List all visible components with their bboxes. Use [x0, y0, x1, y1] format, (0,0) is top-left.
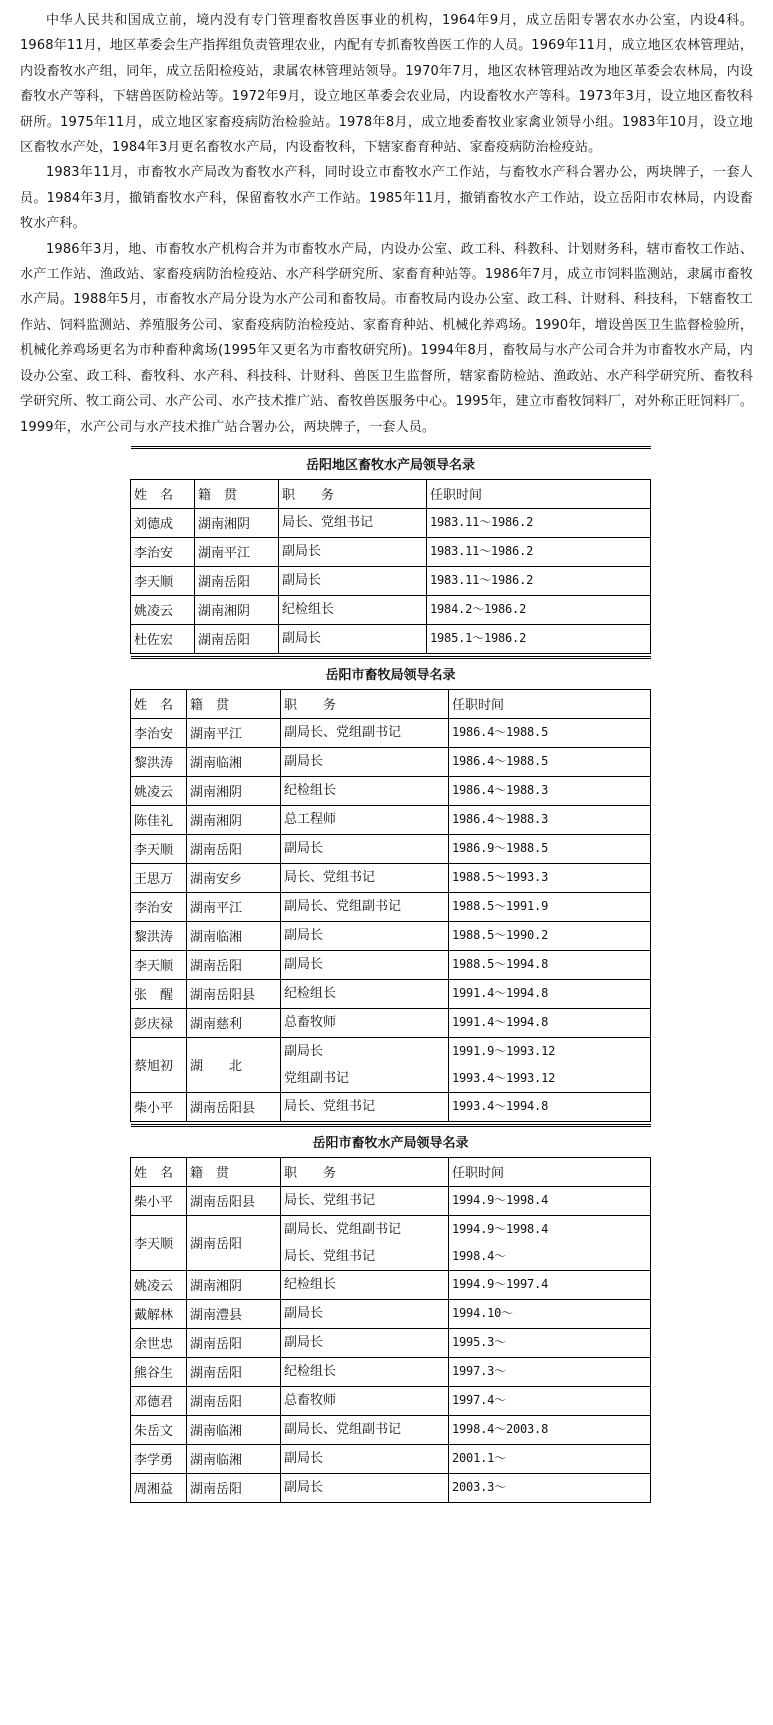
leader-origin: 湖南湘阴 [187, 805, 281, 834]
period-line: 1985.1～1986.2 [430, 631, 527, 646]
term-period [427, 566, 651, 595]
leader-origin: 湖南平江 [187, 718, 281, 747]
term-period [427, 595, 651, 624]
leader-name: 周湘益 [131, 1473, 187, 1502]
term-period [449, 1215, 651, 1270]
leader-origin: 湖 北 [187, 1037, 281, 1092]
leader-origin: 湖南平江 [195, 537, 279, 566]
post-line: 局长、党组书记 [284, 1193, 376, 1209]
leader-post [281, 1328, 449, 1357]
post-line: 副局长 [284, 1451, 324, 1467]
term-period [449, 1386, 651, 1415]
leader-name: 李天顺 [131, 1215, 187, 1270]
period-line: 1986.4～1988.3 [452, 812, 549, 827]
leader-name: 戴解林 [131, 1299, 187, 1328]
period-line: 1998.4～2003.8 [452, 1422, 549, 1437]
leader-post [281, 979, 449, 1008]
leader-origin: 湖南岳阳县 [187, 1092, 281, 1121]
post-line: 副局长、党组副书记 [284, 899, 402, 915]
leader-table [130, 656, 651, 1122]
period-line: 1994.9～1997.4 [452, 1277, 549, 1292]
leader-post [281, 805, 449, 834]
leader-origin: 湖南岳阳 [187, 1328, 281, 1357]
post-line: 总工程师 [284, 812, 337, 828]
term-period [449, 1186, 651, 1215]
leader-name: 李治安 [131, 718, 187, 747]
leader-origin: 湖南慈利 [187, 1008, 281, 1037]
leader-origin: 湖南岳阳 [187, 834, 281, 863]
table-row [131, 718, 651, 747]
period-line: 1998.4～ [452, 1248, 506, 1263]
table-row [131, 1299, 651, 1328]
table-row [131, 1386, 651, 1415]
leader-post [281, 950, 449, 979]
leader-post [279, 624, 427, 653]
post-line: 副局长 [284, 1043, 324, 1059]
period-line: 2003.3～ [452, 1480, 506, 1495]
table-row [131, 1270, 651, 1299]
term-period [449, 718, 651, 747]
leader-table [130, 1124, 651, 1503]
term-period [449, 1092, 651, 1121]
period-line: 1994.9～1998.4 [452, 1193, 549, 1208]
table-row [131, 508, 651, 537]
term-period [427, 537, 651, 566]
period-line: 1986.4～1988.5 [452, 725, 549, 740]
leader-origin: 湖南临湘 [187, 1444, 281, 1473]
leader-origin: 湖南岳阳 [187, 1473, 281, 1502]
table-row [131, 1328, 651, 1357]
table-row [131, 950, 651, 979]
period-line: 1995.3～ [452, 1335, 506, 1350]
term-period [449, 747, 651, 776]
post-line: 副局长 [284, 1306, 324, 1322]
table-row [131, 566, 651, 595]
table-row [131, 834, 651, 863]
leader-name: 朱岳文 [131, 1415, 187, 1444]
leader-origin: 湖南临湘 [187, 921, 281, 950]
post-line: 副局长 [282, 573, 322, 589]
post-line: 副局长 [284, 754, 324, 770]
term-period [449, 1328, 651, 1357]
leader-name: 陈佳礼 [131, 805, 187, 834]
post-line: 总畜牧师 [284, 1393, 337, 1409]
table-row [131, 805, 651, 834]
term-period [449, 950, 651, 979]
leader-name: 余世忠 [131, 1328, 187, 1357]
post-line: 副局长 [284, 1335, 324, 1351]
period-line: 1994.9～1998.4 [452, 1221, 549, 1236]
table-row [131, 595, 651, 624]
term-period [449, 1473, 651, 1502]
table-row [131, 1444, 651, 1473]
term-period [449, 863, 651, 892]
term-period [449, 1270, 651, 1299]
term-period [449, 921, 651, 950]
leader-post [281, 1415, 449, 1444]
period-line: 1986.4～1988.5 [452, 754, 549, 769]
leader-name: 邓德君 [131, 1386, 187, 1415]
column-header: 姓 名 [131, 689, 187, 718]
leader-origin: 湖南岳阳 [187, 1357, 281, 1386]
leader-origin: 湖南岳阳县 [187, 979, 281, 1008]
period-line: 1991.4～1994.8 [452, 986, 549, 1001]
leader-post [279, 595, 427, 624]
post-line: 总畜牧师 [284, 1015, 337, 1031]
table-row [131, 776, 651, 805]
leader-origin: 湖南岳阳 [195, 566, 279, 595]
table-title: 岳阳市畜牧局领导名录 [131, 657, 651, 689]
post-line: 纪检组长 [284, 1364, 337, 1380]
column-header: 籍 贯 [187, 689, 281, 718]
table-row [131, 1037, 651, 1092]
leader-name: 杜佐宏 [131, 624, 195, 653]
post-line: 副局长、党组副书记 [284, 725, 402, 741]
period-line: 1997.3～ [452, 1364, 506, 1379]
post-line: 副局长、党组副书记 [284, 1422, 402, 1438]
leader-name: 李天顺 [131, 950, 187, 979]
leader-origin: 湖南岳阳县 [187, 1186, 281, 1215]
post-line: 副局长、党组副书记 [284, 1221, 402, 1237]
period-line: 1997.4～ [452, 1393, 506, 1408]
leader-origin: 湖南湘阴 [195, 508, 279, 537]
term-period [449, 776, 651, 805]
leader-name: 黎洪涛 [131, 747, 187, 776]
post-line: 副局长 [284, 841, 324, 857]
column-header: 职 务 [279, 479, 427, 508]
period-line: 1986.4～1988.3 [452, 783, 549, 798]
leader-post [281, 1357, 449, 1386]
leader-post [281, 776, 449, 805]
term-period [449, 1415, 651, 1444]
intro-paragraph-1: 中华人民共和国成立前，境内没有专门管理畜牧兽医事业的机构，1964年9月，成立岳阳专署农水办公室，内设4科。1968年11月，地区革委会生产指挥组负责管理农业，内配有专抓畜牧兽医工作的人员。1969年11月，成立地区农林管理站，内设畜牧水产组，同年，成立岳阳检疫站，隶属农林管理站领导。1970年7月，地区农林管理站改为地区革委会农林局，内设畜牧水产等科，下辖兽医防检站等。1972年9月，设立地区革委会农业局，内设畜牧水产等科。1973年3月，设立地区畜牧科研所。1975年11月，成立地区家畜疫病防治检验站。1978年8月，成立地委畜牧业家禽业领导小组。1983年10月，设立地区畜牧水产处，1984年3月更名畜牧水产局，内设畜牧科，下辖家畜育种站、家畜疫病防治检疫站。 [20, 13, 753, 156]
table-row [131, 863, 651, 892]
table-row [131, 1415, 651, 1444]
leader-origin: 湖南岳阳 [195, 624, 279, 653]
post-line: 纪检组长 [284, 783, 337, 799]
period-line: 1984.2～1986.2 [430, 602, 527, 617]
period-line: 1993.4～1994.8 [452, 1099, 549, 1114]
post-line: 副局长 [284, 928, 324, 944]
post-line: 副局长 [284, 957, 324, 973]
post-line: 局长、党组书记 [284, 870, 376, 886]
leader-origin: 湖南岳阳 [187, 1386, 281, 1415]
leader-post [281, 1092, 449, 1121]
term-period [449, 834, 651, 863]
period-line: 1993.4～1993.12 [452, 1070, 556, 1085]
table-row [131, 921, 651, 950]
column-header: 籍 贯 [187, 1157, 281, 1186]
post-line: 局长、党组书记 [284, 1248, 376, 1264]
leader-name: 柴小平 [131, 1186, 187, 1215]
period-line: 1983.11～1986.2 [430, 573, 534, 588]
leader-origin: 湖南平江 [187, 892, 281, 921]
leader-post [281, 718, 449, 747]
post-line: 纪检组长 [284, 986, 337, 1002]
leader-name: 李治安 [131, 537, 195, 566]
leader-origin: 湖南澧县 [187, 1299, 281, 1328]
leader-origin: 湖南临湘 [187, 1415, 281, 1444]
period-line: 2001.1～ [452, 1451, 506, 1466]
period-line: 1988.5～1993.3 [452, 870, 549, 885]
column-header: 任职时间 [427, 479, 651, 508]
table-title: 岳阳地区畜牧水产局领导名录 [131, 447, 651, 479]
leader-post [281, 1299, 449, 1328]
term-period [427, 624, 651, 653]
leader-origin: 湖南岳阳 [187, 950, 281, 979]
period-line: 1991.4～1994.8 [452, 1015, 549, 1030]
period-line: 1986.9～1988.5 [452, 841, 549, 856]
table-row [131, 1357, 651, 1386]
leader-post [279, 508, 427, 537]
post-line: 党组副书记 [284, 1070, 350, 1086]
post-line: 局长、党组书记 [282, 515, 374, 531]
column-header: 姓 名 [131, 1157, 187, 1186]
post-line: 纪检组长 [282, 602, 335, 618]
period-line: 1988.5～1994.8 [452, 957, 549, 972]
leader-post [281, 1186, 449, 1215]
leader-post [281, 1473, 449, 1502]
table-row [131, 892, 651, 921]
column-header: 职 务 [281, 1157, 449, 1186]
post-line: 局长、党组书记 [284, 1099, 376, 1115]
leader-name: 熊谷生 [131, 1357, 187, 1386]
column-header: 职 务 [281, 689, 449, 718]
table-row [131, 1186, 651, 1215]
leader-origin: 湖南安乡 [187, 863, 281, 892]
term-period [449, 805, 651, 834]
leader-name: 李天顺 [131, 566, 195, 595]
leader-post [281, 834, 449, 863]
period-line: 1988.5～1991.9 [452, 899, 549, 914]
term-period [449, 1008, 651, 1037]
leader-post [281, 1215, 449, 1270]
leader-name: 姚凌云 [131, 595, 195, 624]
post-line: 副局长 [282, 631, 322, 647]
leader-name: 姚凌云 [131, 776, 187, 805]
period-line: 1983.11～1986.2 [430, 515, 534, 530]
period-line: 1994.10～ [452, 1306, 513, 1321]
table-row [131, 747, 651, 776]
leader-name: 刘德成 [131, 508, 195, 537]
column-header: 姓 名 [131, 479, 195, 508]
term-period [449, 1444, 651, 1473]
leader-name: 蔡旭初 [131, 1037, 187, 1092]
period-line: 1988.5～1990.2 [452, 928, 549, 943]
table-row [131, 1008, 651, 1037]
leader-origin: 湖南湘阴 [187, 776, 281, 805]
leader-post [281, 1386, 449, 1415]
leader-post [279, 537, 427, 566]
leader-origin: 湖南临湘 [187, 747, 281, 776]
leader-name: 李学勇 [131, 1444, 187, 1473]
table-row [131, 624, 651, 653]
leader-post [281, 1270, 449, 1299]
leader-name: 李天顺 [131, 834, 187, 863]
leader-name: 黎洪涛 [131, 921, 187, 950]
term-period [449, 892, 651, 921]
leader-name: 张 醒 [131, 979, 187, 1008]
leader-origin: 湖南岳阳 [187, 1215, 281, 1270]
leader-post [281, 1008, 449, 1037]
leader-post [281, 863, 449, 892]
table-row [131, 537, 651, 566]
period-line: 1991.9～1993.12 [452, 1043, 556, 1058]
leader-name: 李治安 [131, 892, 187, 921]
table-row [131, 1473, 651, 1502]
leader-name: 姚凌云 [131, 1270, 187, 1299]
period-line: 1983.11～1986.2 [430, 544, 534, 559]
leader-post [281, 892, 449, 921]
term-period [449, 1357, 651, 1386]
post-line: 副局长 [282, 544, 322, 560]
leader-post [279, 566, 427, 595]
term-period [427, 508, 651, 537]
intro-paragraph-3: 1986年3月，地、市畜牧水产机构合并为市畜牧水产局，内设办公室、政工科、科教科、计划财务科，辖市畜牧工作站、水产工作站、渔政站、家畜疫病防治检疫站、水产科学研究所、家畜育种站等。1986年7月，成立市饲料监测站，隶属市畜牧水产局。1988年5月，市畜牧水产局分设为水产公司和畜牧局。市畜牧局内设办公室、政工科、计财科、科技科，下辖畜牧工作站、饲料监测站、养殖服务公司、家畜疫病防治检疫站、家畜育种站、机械化养鸡场。1990年，增设兽医卫生监督检验所，机械化养鸡场更名为市种畜种禽场(1995年又更名为市畜牧研究所)。1994年8月，畜牧局与水产公司合并为市畜牧水产局，内设办公室、政工科、畜牧科、水产科、科技科、计财科、兽医卫生监督所，辖家畜防检站、渔政站、水产科学研究所、畜牧科学研究所、牧工商公司、水产公司、水产技术推广站、畜牧兽医服务中心。1995年，建立市畜牧饲料厂，对外称正旺饲料厂。1999年，水产公司与水产技术推广站合署办公，两块牌子，一套人员。 [20, 241, 753, 435]
table-row [131, 979, 651, 1008]
term-period [449, 1299, 651, 1328]
leader-post [281, 747, 449, 776]
leader-origin: 湖南湘阴 [195, 595, 279, 624]
leader-name: 王思万 [131, 863, 187, 892]
column-header: 任职时间 [449, 1157, 651, 1186]
leader-tables [130, 446, 650, 1503]
leader-origin: 湖南湘阴 [187, 1270, 281, 1299]
post-line: 副局长 [284, 1480, 324, 1496]
column-header: 籍 贯 [195, 479, 279, 508]
term-period [449, 1037, 651, 1092]
leader-name: 彭庆禄 [131, 1008, 187, 1037]
leader-post [281, 921, 449, 950]
leader-table [130, 446, 651, 654]
leader-post [281, 1444, 449, 1473]
term-period [449, 979, 651, 1008]
table-row [131, 1215, 651, 1270]
intro-paragraph-2: 1983年11月，市畜牧水产局改为畜牧水产科，同时设立市畜牧水产工作站，与畜牧水产科合署办公，两块牌子，一套人员。1984年3月，撤销畜牧水产科，保留畜牧水产工作站。1985年11月，撤销畜牧水产工作站，设立岳阳市农林局，内设畜牧水产科。 [20, 165, 753, 232]
table-title: 岳阳市畜牧水产局领导名录 [131, 1125, 651, 1157]
table-row [131, 1092, 651, 1121]
leader-name: 柴小平 [131, 1092, 187, 1121]
post-line: 纪检组长 [284, 1277, 337, 1293]
leader-post [281, 1037, 449, 1092]
column-header: 任职时间 [449, 689, 651, 718]
